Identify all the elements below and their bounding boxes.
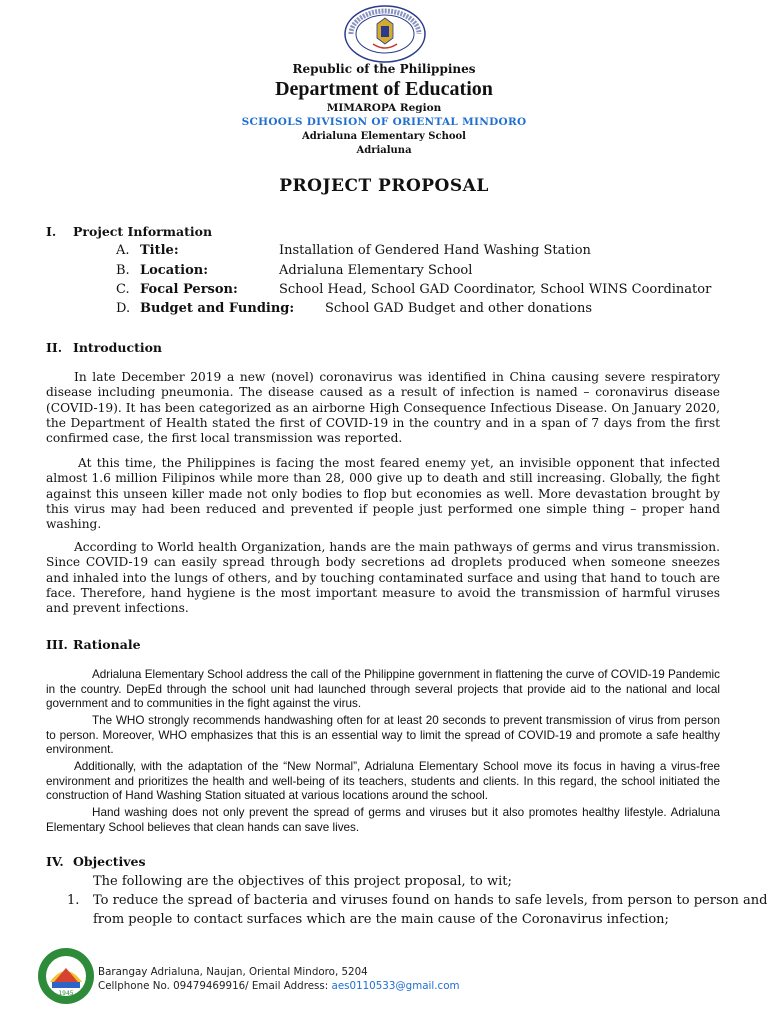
info-label: Budget and Funding: [140, 301, 295, 316]
section-number: III. [46, 637, 68, 652]
section-title: Project Information [73, 224, 213, 239]
objectives-intro: The following are the objectives of this project proposal, to wit; [93, 874, 512, 889]
header-school: Adrialuna Elementary School [302, 131, 466, 142]
info-label: Title: [140, 243, 179, 258]
info-row-title [116, 243, 591, 258]
section-number: IV. [46, 854, 64, 869]
introduction-paragraph-1: In late December 2019 a new (novel) coronavirus was identified in China causing severe respiratory disease including pneumonia. The disease caused as a result of infection is named – coronavirus disease (COVID-19). It has been categorized as an airborne High Consequence Infectious Disease. On January 2020, the Department of Health stated the first of COVID-19 in the country and in a span of 7 days from the first confirmed case, the first local transmission was reported. [46, 370, 720, 446]
header-division: SCHOOLS DIVISION OF ORIENTAL MINDORO [241, 116, 527, 128]
document-title: PROJECT PROPOSAL [279, 176, 489, 196]
footer-address: Barangay Adrialuna, Naujan, Oriental Mindoro, 5204 [98, 966, 368, 978]
section-title: Introduction [73, 340, 163, 355]
info-label: Location: [140, 263, 209, 278]
section-number: II. [46, 340, 63, 355]
info-letter: D. [116, 301, 131, 316]
objective-item-1-line-1: To reduce the spread of bacteria and viruses found on hands to safe levels, from person to person and [93, 893, 768, 908]
school-logo-year: 1945 [58, 990, 74, 997]
rationale-paragraph-4: Hand washing does not only prevent the spread of germs and viruses but it also promotes healthy lifestyle. Adrialuna Elementary School believes that clean hands can save lives. [46, 806, 720, 834]
info-value: School GAD Budget and other donations [325, 301, 593, 316]
info-value: School Head, School GAD Coordinator, School WINS Coordinator [279, 282, 712, 297]
section-heading-introduction [46, 340, 162, 355]
introduction-paragraph-2: At this time, the Philippines is facing the most feared enemy yet, an invisible opponent that infected almost 1.6 million Filipinos while more than 28, 000 give up to death and still increasing. Globally, the fight against this unseen killer made not only bodies to flop but economies as well. More devastation brought by this virus may had been reduced and prevented if people just performed one simple thing – proper hand washing. [46, 456, 720, 532]
section-title: Objectives [73, 854, 146, 869]
footer-email-link[interactable]: aes0110533@gmail.com [331, 980, 460, 992]
introduction-paragraph-3: According to World health Organization, hands are the main pathways of germs and virus transmission. Since COVID-19 can easily spread through body secretions ad droplets produced when someone sneezes and inhaled into the lungs of others, and by touching contaminated surface and using that hand to touch are face. Therefore, hand hygiene is the most important measure to avoid the transmission of harmful viruses and prevent infections. [46, 540, 720, 616]
school-logo [36, 946, 96, 1006]
info-letter: B. [116, 263, 130, 278]
info-row-focal-person [116, 282, 712, 297]
info-row-location [116, 263, 473, 278]
rationale-paragraph-2: The WHO strongly recommends handwashing often for at least 20 seconds to prevent transmission of virus from person to person. Moreover, WHO emphasizes that this is an essential way to limit the spread of COVID-19 and promote a safe healthy environment. [46, 714, 720, 757]
rationale-paragraph-1: Adrialuna Elementary School address the call of the Philippine government in flattening the curve of COVID-19 Pandemic in the country. DepEd through the school unit had launched through several projects that provide aid to the national and local government and to communities in the fight against the virus. [46, 668, 720, 711]
section-number: I. [46, 224, 57, 239]
section-title: Rationale [73, 637, 141, 652]
info-value: Installation of Gendered Hand Washing Station [279, 243, 591, 258]
section-heading-objectives [46, 854, 146, 869]
header-region: MIMAROPA Region [326, 102, 442, 114]
rationale-paragraph-3: Additionally, with the adaptation of the “New Normal”, Adrialuna Elementary School move its focus in having a virus-free environment and prioritizes the health and well-being of its teachers, students and clients. In this regard, the school initiated the construction of Hand Washing Station situated at various locations around the school. [46, 760, 720, 803]
objective-number: 1. [67, 893, 80, 908]
info-label: Focal Person: [140, 282, 238, 297]
objective-item-1-line-2: from people to contact surfaces which are the main cause of the Coronavirus infection; [93, 912, 669, 927]
header-place: Adrialuna [356, 145, 412, 156]
footer-contact-prefix: Cellphone No. 09479469916/ Email Address: [98, 980, 332, 992]
deped-seal-logo [339, 4, 431, 64]
header-department: Department of Education [275, 78, 493, 100]
info-letter: C. [116, 282, 130, 297]
footer-contact [98, 980, 460, 992]
header-republic: Republic of the Philippines [292, 62, 476, 76]
info-row-budget [116, 301, 593, 316]
section-heading-rationale [46, 637, 141, 652]
info-letter: A. [116, 243, 130, 258]
section-heading-project-information [46, 224, 212, 239]
info-value: Adrialuna Elementary School [279, 263, 473, 278]
